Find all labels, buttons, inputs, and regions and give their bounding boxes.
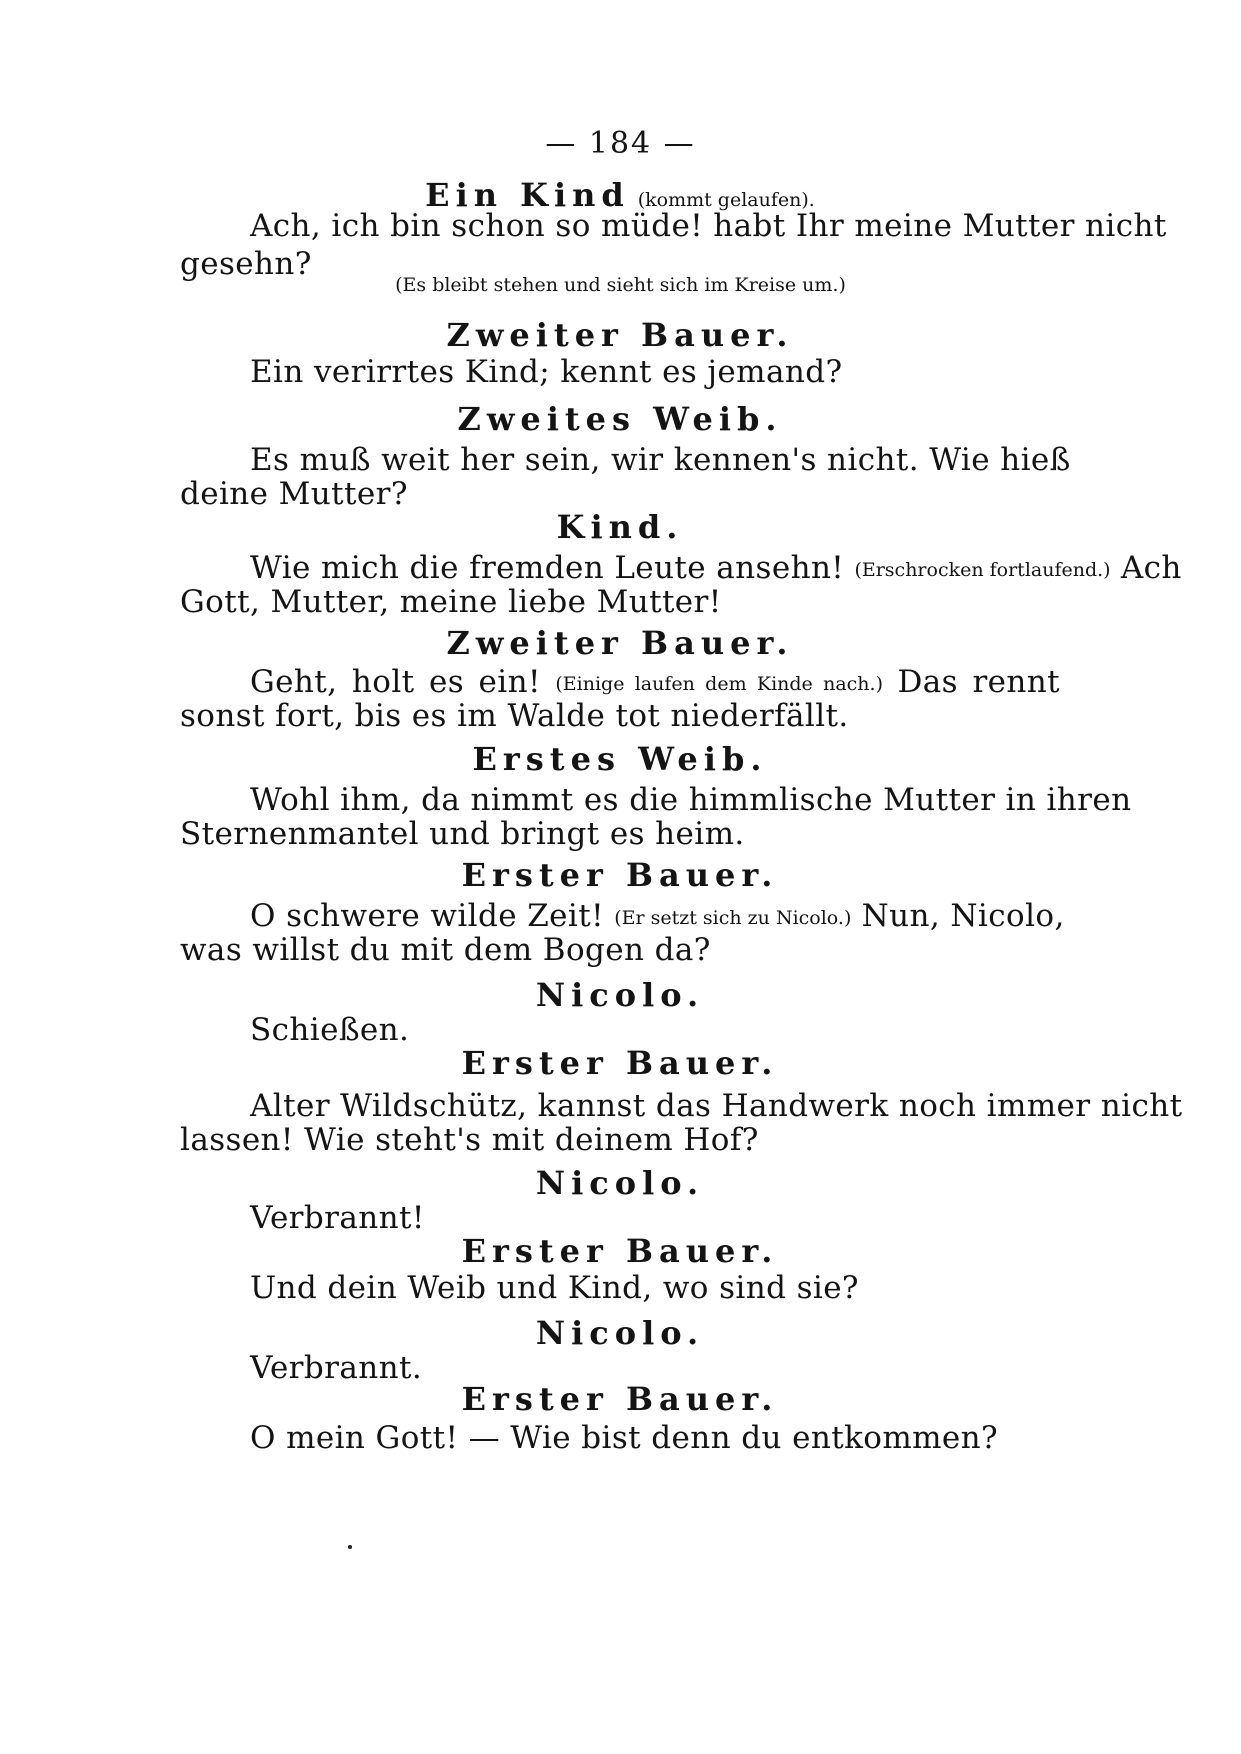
dialogue-line: Und dein Weib und Kind, wo sind sie? — [250, 1270, 859, 1306]
dialogue-text: O schwere wilde Zeit! — [250, 898, 604, 934]
speaker-heading: Kind. — [556, 508, 684, 546]
dialogue-line: Ach, ich bin schon so müde! habt Ihr meine Mutter nicht — [250, 208, 1167, 244]
dialogue-text: Das rennt — [897, 664, 1061, 700]
dialogue-text: Wie mich die fremden Leute ansehn! — [250, 550, 845, 586]
speaker-heading: Zweites Weib. — [457, 400, 783, 438]
dialogue-line: Wohl ihm, da nimmt es die himmlische Mutter in ihren — [250, 782, 1132, 818]
speaker-name: Ein Kind — [425, 176, 630, 214]
speaker-heading: Zweiter Bauer. — [446, 316, 794, 354]
dialogue-line: sonst fort, bis es im Walde tot niederfällt. — [180, 698, 849, 734]
dialogue-line: was willst du mit dem Bogen da? — [180, 932, 711, 968]
dialogue-line: Gott, Mutter, meine liebe Mutter! — [180, 584, 722, 620]
speaker-heading: Nicolo. — [535, 1164, 705, 1202]
speaker-heading: Erster Bauer. — [461, 1232, 779, 1270]
dialogue-line: Verbrannt! — [250, 1200, 425, 1236]
dialogue-line: Es muß weit her sein, wir kennen's nicht. Wie hieß — [250, 442, 1071, 478]
speaker-heading: Zweiter Bauer. — [446, 624, 794, 662]
dialogue-line: O mein Gott! — Wie bist denn du entkommen? — [250, 1420, 999, 1456]
stage-direction: (Erschrocken fortlaufend.) — [854, 559, 1111, 581]
speaker-heading: Nicolo. — [535, 1314, 705, 1352]
dialogue-text: Nun, Nicolo, — [861, 898, 1065, 934]
speaker-heading: Erstes Weib. — [472, 740, 768, 778]
dialogue-text: Geht, holt es ein! — [250, 664, 541, 700]
print-speck — [348, 1545, 352, 1549]
dialogue-line: gesehn? — [180, 246, 312, 282]
dialogue-line: deine Mutter? — [180, 476, 408, 512]
dialogue-text: Ach — [1120, 550, 1182, 586]
dialogue-line: Alter Wildschütz, kannst das Handwerk noch immer nicht — [250, 1088, 1183, 1124]
speaker-heading: Erster Bauer. — [461, 1044, 779, 1082]
stage-direction: (Einige laufen dem Kinde nach.) — [555, 673, 883, 695]
speaker-heading: Erster Bauer. — [461, 1380, 779, 1418]
speaker-heading: Erster Bauer. — [461, 856, 779, 894]
speaker-heading: Nicolo. — [535, 976, 705, 1014]
dialogue-line: Sternenmantel und bringt es heim. — [180, 816, 745, 852]
dialogue-line: lassen! Wie steht's mit deinem Hof? — [180, 1122, 759, 1158]
dialogue-line: Verbrannt. — [250, 1350, 423, 1386]
dialogue-line: Schießen. — [250, 1012, 410, 1048]
dialogue-line: Ein verirrtes Kind; kennt es jemand? — [250, 354, 843, 390]
page-number: — 184 — — [545, 126, 696, 161]
stage-direction: (Es bleibt stehen und sieht sich im Kreise um.) — [395, 274, 846, 296]
stage-direction: (Er setzt sich zu Nicolo.) — [614, 907, 852, 929]
stage-direction: (kommt gelaufen). — [637, 189, 815, 211]
